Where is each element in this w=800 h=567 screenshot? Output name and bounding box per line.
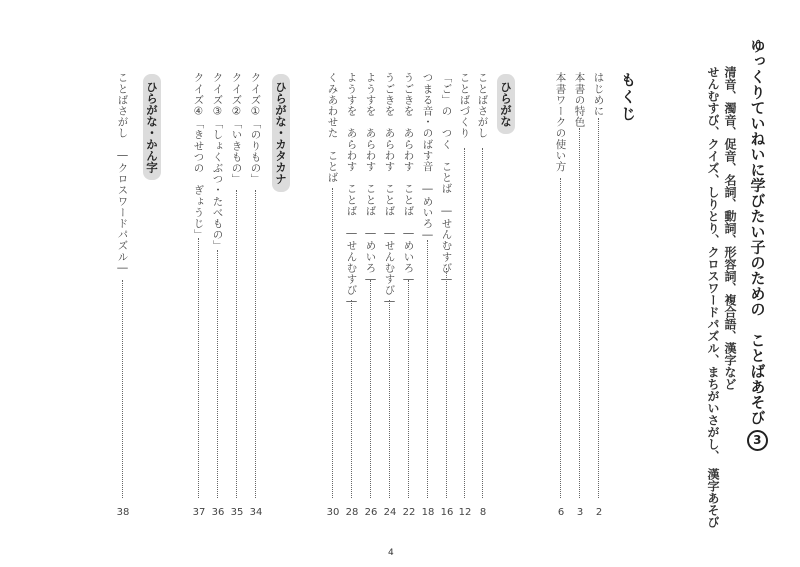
section-heading-hiragana-katakana: ひらがな・カタカナ: [272, 74, 290, 192]
toc-entry-label: うごきを あらわす ことば ―めいろ―: [402, 72, 415, 286]
toc-entry-label: はじめに: [592, 72, 605, 117]
toc-page-number: 38: [116, 507, 130, 518]
leader-dots: [560, 178, 561, 498]
toc-entry-label: くみあわせた ことば: [326, 72, 339, 183]
leader-dots: [446, 268, 447, 498]
subtitle-line-2: せんむすび、クイズ、しりとり、クロスワードパズル、まちがいさがし、 漢字あそび: [706, 66, 720, 528]
leader-dots: [255, 190, 256, 498]
toc-entry-label: つまる音・のばす音 ―めいろ―: [421, 72, 434, 242]
toc-entry-label: うごきを あらわす ことば ―せんむすび―: [383, 72, 396, 309]
leader-dots: [427, 240, 428, 498]
toc-page-number: 3: [576, 507, 584, 518]
title-volume-number: 3: [747, 430, 768, 451]
leader-dots: [408, 280, 409, 498]
section-heading-hiragana-kanji: ひらがな・かん字: [143, 74, 161, 180]
toc-page-number: 22: [402, 507, 416, 518]
leader-dots: [389, 300, 390, 498]
toc-entry-label: クイズ④「きせつの ぎょうじ」: [192, 72, 205, 240]
leader-dots: [198, 238, 199, 498]
toc-entry-label: クイズ②「いきもの」: [230, 72, 243, 185]
toc-page-number: 16: [440, 507, 454, 518]
toc-entry-label: ことばづくり: [458, 72, 471, 139]
toc-page-number: 26: [364, 507, 378, 518]
toc-entry-label: 「ご」の つく ことば ―せんむすび―: [440, 72, 453, 286]
leader-dots: [464, 148, 465, 498]
toc-page-number: 34: [249, 507, 263, 518]
toc-page-number: 2: [595, 507, 603, 518]
leader-dots: [236, 190, 237, 498]
toc-page-number: 24: [383, 507, 397, 518]
toc-page-number: 28: [345, 507, 359, 518]
toc-page-number: 12: [458, 507, 472, 518]
title-text: ゆっくりていねいに学びたい子のための ことばあそび: [748, 38, 767, 426]
toc-page-number: 6: [557, 507, 565, 518]
leader-dots: [598, 118, 599, 498]
toc-entry-label: 本書ワークの使い方: [554, 72, 567, 172]
toc-page-number: 35: [230, 507, 244, 518]
toc-page-number: 30: [326, 507, 340, 518]
document-title: [747, 38, 768, 451]
leader-dots: [579, 128, 580, 498]
toc-page-number: 36: [211, 507, 225, 518]
subtitle-line-1: 清音、濁音、促音、名詞、動詞、形容詞、複合語、漢字など: [723, 66, 737, 390]
leader-dots: [351, 300, 352, 498]
page-folio: 4: [388, 548, 394, 558]
leader-dots: [332, 188, 333, 498]
leader-dots: [217, 250, 218, 498]
toc-entry-label: クイズ①「のりもの」: [249, 72, 262, 185]
leader-dots: [482, 148, 483, 498]
toc-entry-label: 本書の特色: [573, 72, 586, 128]
toc-entry-label: ことばさがし ―クロスワードパズル―: [116, 72, 129, 275]
leader-dots: [122, 280, 123, 498]
toc-page-number: 37: [192, 507, 206, 518]
leader-dots: [370, 280, 371, 498]
toc-entry-label: クイズ③「しょくぶつ・たべもの」: [211, 72, 224, 252]
toc-entry-label: ことばさがし: [476, 72, 489, 139]
toc-page-number: 8: [479, 507, 487, 518]
toc-page-number: 18: [421, 507, 435, 518]
section-heading-hiragana: ひらがな: [497, 74, 515, 134]
table-of-contents-heading: もくじ: [619, 72, 637, 123]
toc-entry-label: ようすを あらわす ことば ―めいろ―: [364, 72, 377, 286]
toc-entry-label: ようすを あらわす ことば ―せんむすび―: [345, 72, 358, 309]
